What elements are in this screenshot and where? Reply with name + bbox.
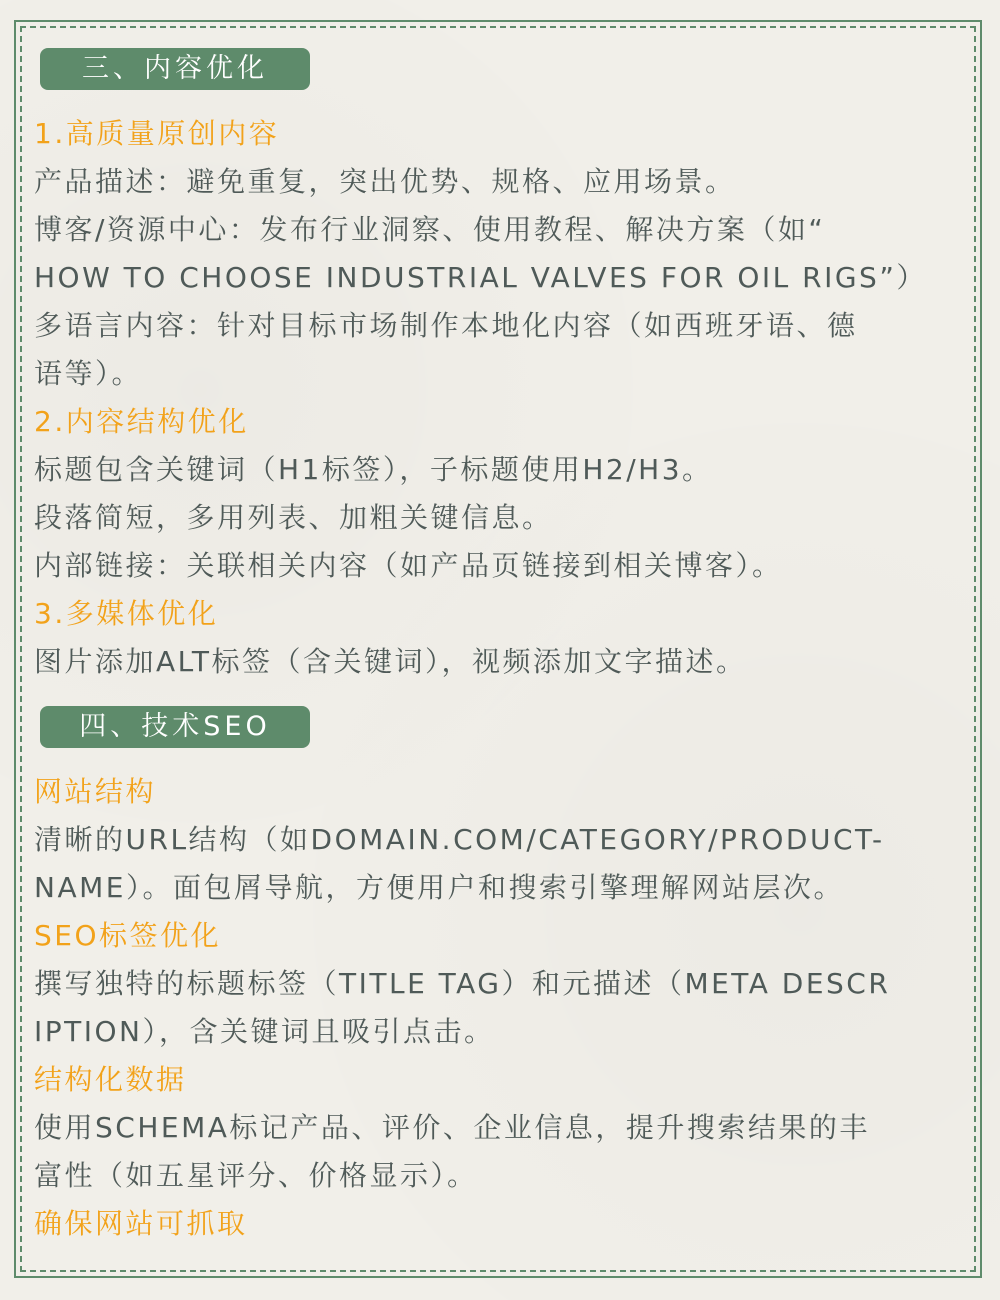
subheading: 结构化数据 <box>34 1063 187 1096</box>
body-line: IPTION），含关键词且吸引点击。 <box>34 1015 495 1048</box>
body-line: 段落简短，多用列表、加粗关键信息。 <box>34 501 553 534</box>
body-line: 图片添加ALT标签（含关键词），视频添加文字描述。 <box>34 645 747 678</box>
subheading: 确保网站可抓取 <box>34 1207 248 1240</box>
section-content-optimization <box>34 110 970 686</box>
body-line: 内部链接：关联相关内容（如产品页链接到相关博客）。 <box>34 549 783 582</box>
section-technical-seo <box>34 768 970 1248</box>
body-line: 语等）。 <box>34 357 143 390</box>
body-line: 博客/资源中心：发布行业洞察、使用教程、解决方案（如“ <box>34 213 826 246</box>
subheading: 网站结构 <box>34 775 157 808</box>
body-line: 清晰的URL结构（如DOMAIN.COM/CATEGORY/PRODUCT- <box>34 823 885 856</box>
subheading: 1.高质量原创内容 <box>34 117 280 150</box>
section-tag-content-optimization: 三、内容优化 <box>40 48 310 90</box>
body-line: 多语言内容：针对目标市场制作本地化内容（如西班牙语、德 <box>34 309 858 342</box>
subheading: 3.多媒体优化 <box>34 597 219 630</box>
section-tag-technical-seo: 四、技术SEO <box>40 706 310 748</box>
body-line: 使用SCHEMA标记产品、评价、企业信息，提升搜索结果的丰 <box>34 1111 870 1144</box>
body-line: 富性（如五星评分、价格显示）。 <box>34 1159 478 1192</box>
subheading: 2.内容结构优化 <box>34 405 249 438</box>
subheading: SEO标签优化 <box>34 919 222 952</box>
body-line: NAME）。面包屑导航，方便用户和搜索引擎理解网站层次。 <box>34 871 844 904</box>
body-line: 产品描述：避免重复，突出优势、规格、应用场景。 <box>34 165 736 198</box>
body-line: 标题包含关键词（H1标签），子标题使用H2/H3。 <box>34 453 713 486</box>
body-line: 撰写独特的标题标签（TITLE TAG）和元描述（META DESCR <box>34 967 891 1000</box>
body-line: HOW TO CHOOSE INDUSTRIAL VALVES FOR OIL RIGS”） <box>34 261 927 294</box>
document-content <box>34 48 970 1248</box>
